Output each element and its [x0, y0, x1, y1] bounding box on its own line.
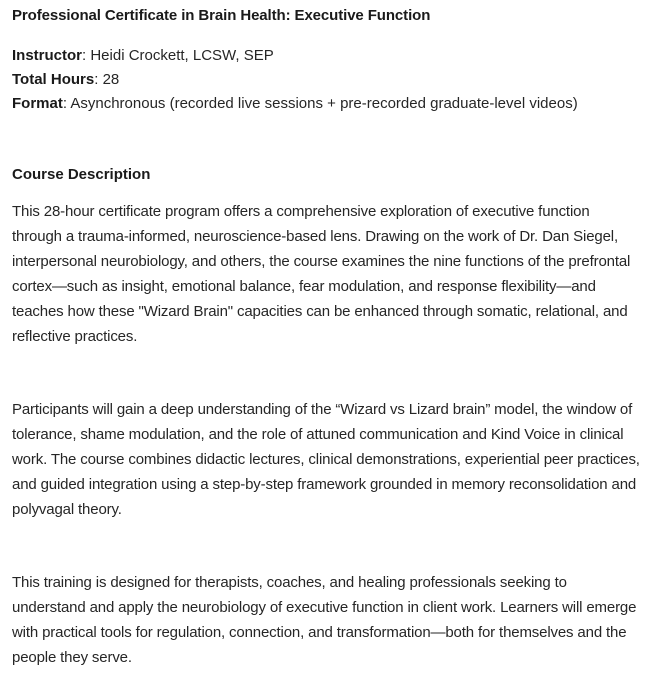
description-paragraph-2: Participants will gain a deep understanding of the “Wizard vs Lizard brain” model, the window of tolerance, shame modulation, and the role of attuned communication and Kind Voice in clinical work. The course combines didactic lectures, clinical demonstrations, experiential peer practices, and guided integration using a step-by-step framework grounded in memory reconsolidation and polyvagal theory.	[12, 401, 640, 518]
course-meta	[12, 44, 578, 116]
format-line	[12, 92, 578, 116]
course-description-heading: Course Description	[12, 166, 151, 183]
instructor-line	[12, 44, 578, 68]
total-hours-value: : 28	[94, 71, 120, 88]
description-paragraph-3: This training is designed for therapists, coaches, and healing professionals seeking to understand and apply the neurobiology of executive function in client work. Learners will emerge with practical tools for regulation, connection, and transformation—both for themselves and the people they serve.	[12, 574, 637, 666]
instructor-value: : Heidi Crockett, LCSW, SEP	[82, 47, 274, 64]
course-title: Professional Certificate in Brain Health: Executive Function	[12, 7, 431, 24]
description-paragraph-1: This 28-hour certificate program offers a comprehensive exploration of executive function through a trauma-informed, neuroscience-based lens. Drawing on the work of Dr. Dan Siegel, interpersonal neurobiology, and others, the course examines the nine functions of the prefrontal cortex—such as insight, emotional balance, fear modulation, and response flexibility—and teaches how these "Wizard Brain" capacities can be enhanced through somatic, relational, and reflective practices.	[12, 203, 631, 345]
format-value: : Asynchronous (recorded live sessions + pre-recorded graduate-level videos)	[62, 95, 578, 112]
total-hours-line	[12, 68, 578, 92]
instructor-label: Instructor	[12, 47, 83, 64]
format-label: Format	[12, 95, 63, 112]
total-hours-label: Total Hours	[12, 71, 95, 88]
